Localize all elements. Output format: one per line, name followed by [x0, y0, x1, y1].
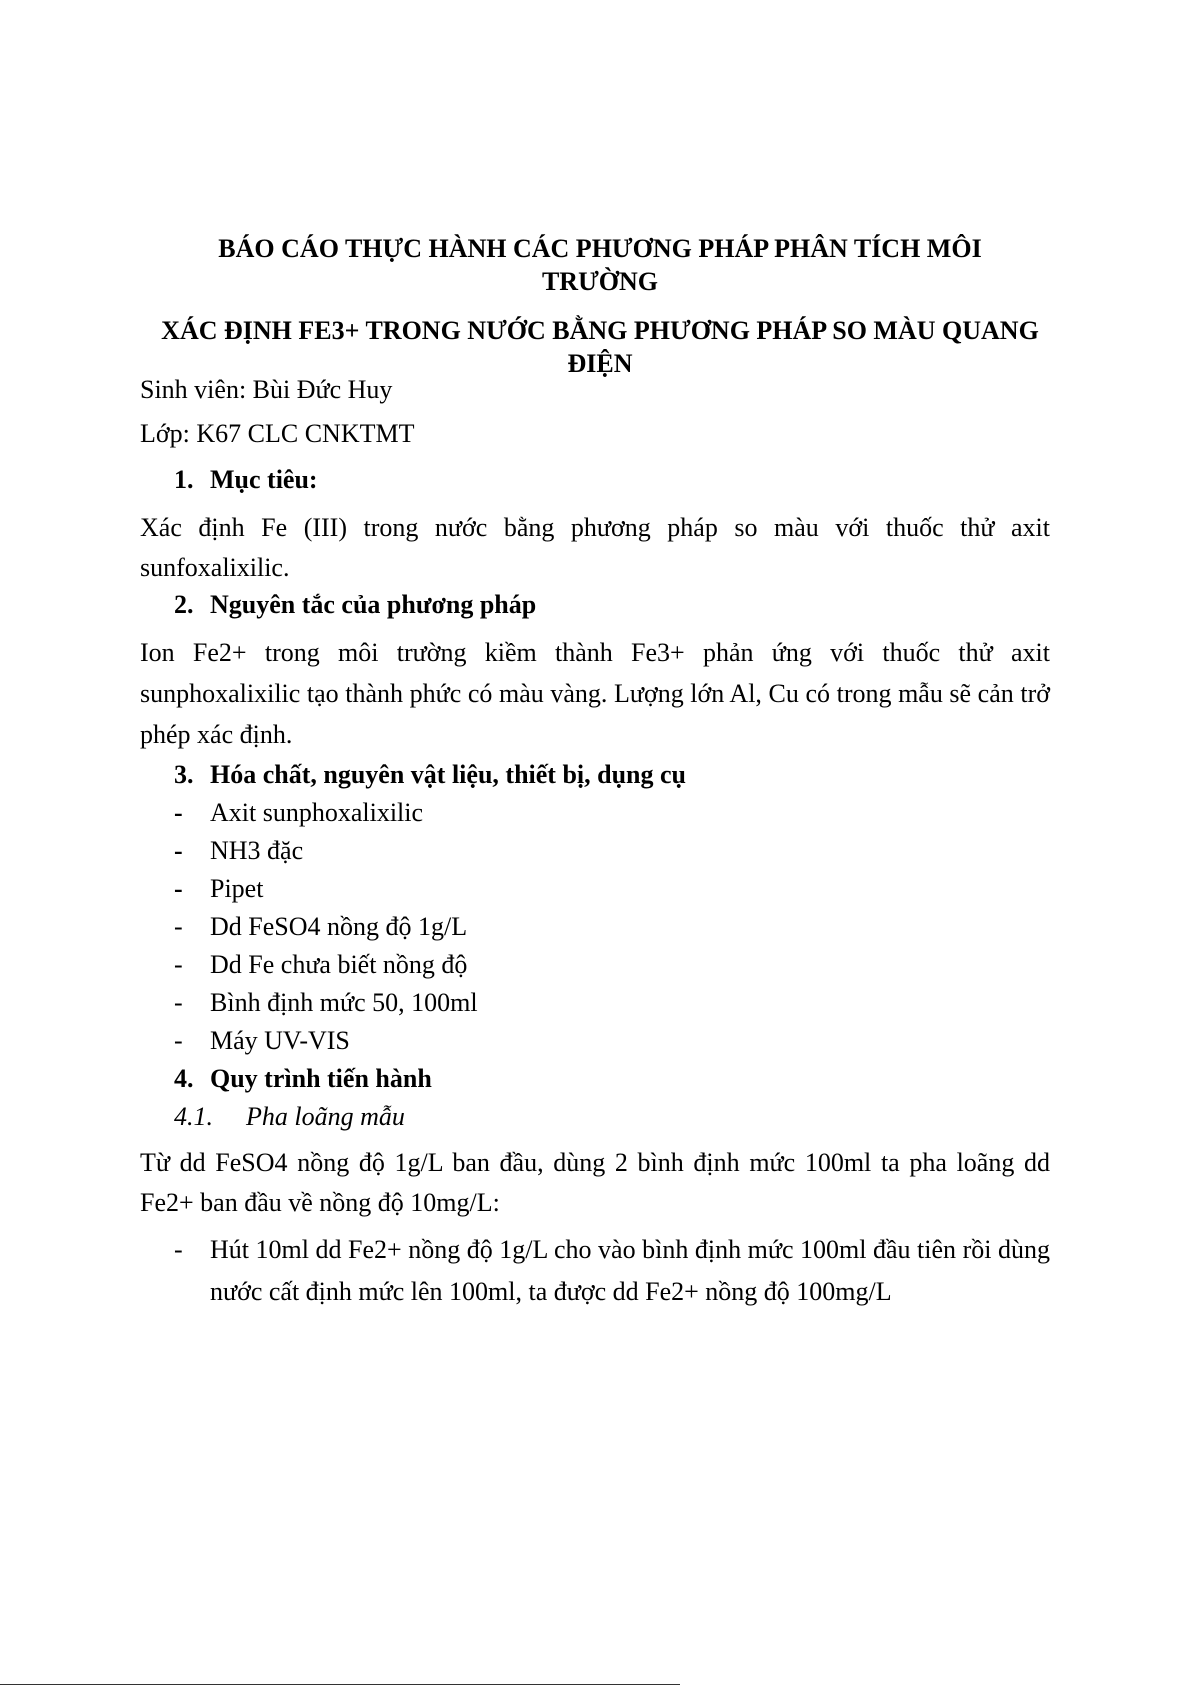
- list-item: [174, 1021, 350, 1061]
- list-item: [174, 945, 467, 985]
- section-body-1: Xác định Fe (III) trong nước bằng phương pháp so màu với thuốc thử axit sunfoxalixilic.: [140, 513, 1050, 582]
- section-heading-1: [174, 460, 318, 500]
- list-item-text: NH3 đặc: [210, 836, 304, 865]
- section-number: 2.: [174, 590, 194, 619]
- bullet-dash: -: [174, 836, 183, 865]
- bullet-dash: -: [174, 1026, 183, 1055]
- report-title: BÁO CÁO THỰC HÀNH CÁC PHƯƠNG PHÁP PHÂN TÍCH MÔI TRƯỜNG: [218, 234, 982, 296]
- list-item: [174, 1229, 1050, 1313]
- list-item: [174, 907, 467, 947]
- subsection-number: 4.1.: [174, 1102, 213, 1131]
- bullet-dash: -: [174, 798, 183, 827]
- section-body-4: Từ dd FeSO4 nồng độ 1g/L ban đầu, dùng 2 bình định mức 100ml ta pha loãng dd Fe2+ ban đầu về nồng độ 10mg/L:: [140, 1148, 1050, 1217]
- bullet-dash: -: [174, 1235, 183, 1264]
- subsection-title: Pha loãng mẫu: [246, 1102, 405, 1131]
- bullet-dash: -: [174, 950, 183, 979]
- bullet-dash: -: [174, 988, 183, 1017]
- list-item-text: Máy UV-VIS: [210, 1026, 350, 1055]
- section-heading-4: [174, 1059, 432, 1099]
- bullet-dash: -: [174, 874, 183, 903]
- section-number: 1.: [174, 465, 194, 494]
- section-title: Nguyên tắc của phương pháp: [210, 590, 537, 619]
- section-number: 3.: [174, 760, 194, 789]
- section-heading-3: [174, 755, 686, 795]
- section-title: Quy trình tiến hành: [210, 1064, 432, 1093]
- list-item-text: Bình định mức 50, 100ml: [210, 988, 478, 1017]
- list-item: [174, 831, 303, 871]
- section-body-2: Ion Fe2+ trong môi trường kiềm thành Fe3+ phản ứng với thuốc thử axit sunphoxalixilic tạo thành phức có màu vàng. Lượng lớn Al, Cu có trong mẫu sẽ cản trở phép xác định.: [140, 638, 1050, 749]
- list-item-text: Dd Fe chưa biết nồng độ: [210, 950, 468, 979]
- subsection-heading: [174, 1097, 405, 1137]
- list-item-text: Hút 10ml dd Fe2+ nồng độ 1g/L cho vào bình định mức 100ml đầu tiên rồi dùng nước cất định mức lên 100ml, ta được dd Fe2+ nồng độ 100mg/L: [210, 1235, 1050, 1306]
- bullet-dash: -: [174, 912, 183, 941]
- section-title: Hóa chất, nguyên vật liệu, thiết bị, dụng cụ: [210, 760, 687, 789]
- list-item-text: Dd FeSO4 nồng độ 1g/L: [210, 912, 468, 941]
- list-item: [174, 793, 423, 833]
- student-name: Sinh viên: Bùi Đức Huy: [140, 375, 393, 404]
- section-heading-2: [174, 585, 536, 625]
- class-name: Lớp: K67 CLC CNKTMT: [140, 419, 415, 448]
- section-title: Mục tiêu:: [210, 465, 318, 494]
- list-item: [174, 983, 478, 1023]
- list-item-text: Axit sunphoxalixilic: [210, 798, 424, 827]
- list-item: [174, 869, 263, 909]
- report-subtitle: XÁC ĐỊNH FE3+ TRONG NƯỚC BẰNG PHƯƠNG PHÁP SO MÀU QUANG ĐIỆN: [161, 316, 1039, 378]
- list-item-text: Pipet: [210, 874, 264, 903]
- section-number: 4.: [174, 1064, 194, 1093]
